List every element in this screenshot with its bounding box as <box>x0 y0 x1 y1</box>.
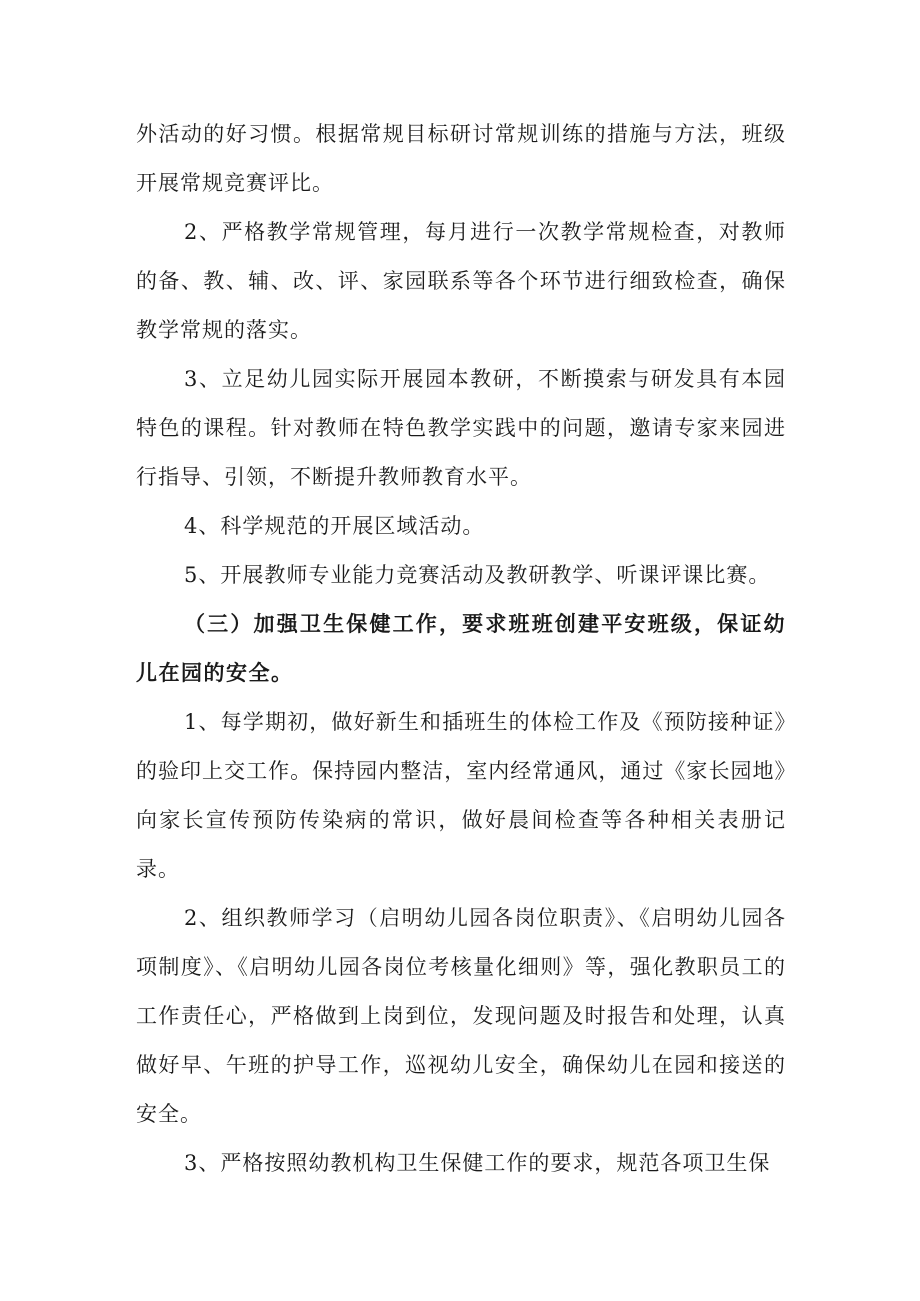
paragraph-item-3: 3、立足幼儿园实际开展园本教研，不断摸索与研发具有本园特色的课程。针对教师在特色教学实践中的问题，邀请专家来园进行指导、引领，不断提升教师教育水平。 <box>136 367 786 489</box>
document-body <box>136 110 786 1188</box>
paragraph-health-2: 2、组织教师学习（启明幼儿园各岗位职责》、《启明幼儿园各项制度》、《启明幼儿园各岗位考核量化细则》等，强化教职员工的工作责任心，严格做到上岗到位，发现问题及时报告和处理，认真做好早、午班的护导工作，巡视幼儿安全，确保幼儿在园和接送的安全。 <box>136 906 786 1126</box>
paragraph-continuation: 外活动的好习惯。根据常规目标研讨常规训练的措施与方法，班级开展常规竞赛评比。 <box>136 122 786 195</box>
paragraph-health-1: 1、每学期初，做好新生和插班生的体检工作及《预防接种证》的验印上交工作。保持园内整洁，室内经常通风，通过《家长园地》向家长宣传预防传染病的常识，做好晨间检查等各种相关表册记录。 <box>136 710 786 881</box>
paragraph-item-2: 2、严格教学常规管理，每月进行一次教学常规检查，对教师的备、教、辅、改、评、家园联系等各个环节进行细致检查，确保教学常规的落实。 <box>136 220 786 342</box>
section-heading: （三）加强卫生保健工作，要求班班创建平安班级，保证幼儿在园的安全。 <box>136 612 786 685</box>
paragraph-health-3: 3、严格按照幼教机构卫生保健工作的要求，规范各项卫生保 <box>184 1151 771 1175</box>
paragraph-item-4: 4、科学规范的开展区域活动。 <box>184 514 485 538</box>
paragraph-item-5: 5、开展教师专业能力竞赛活动及教研教学、听课评课比赛。 <box>184 563 771 587</box>
